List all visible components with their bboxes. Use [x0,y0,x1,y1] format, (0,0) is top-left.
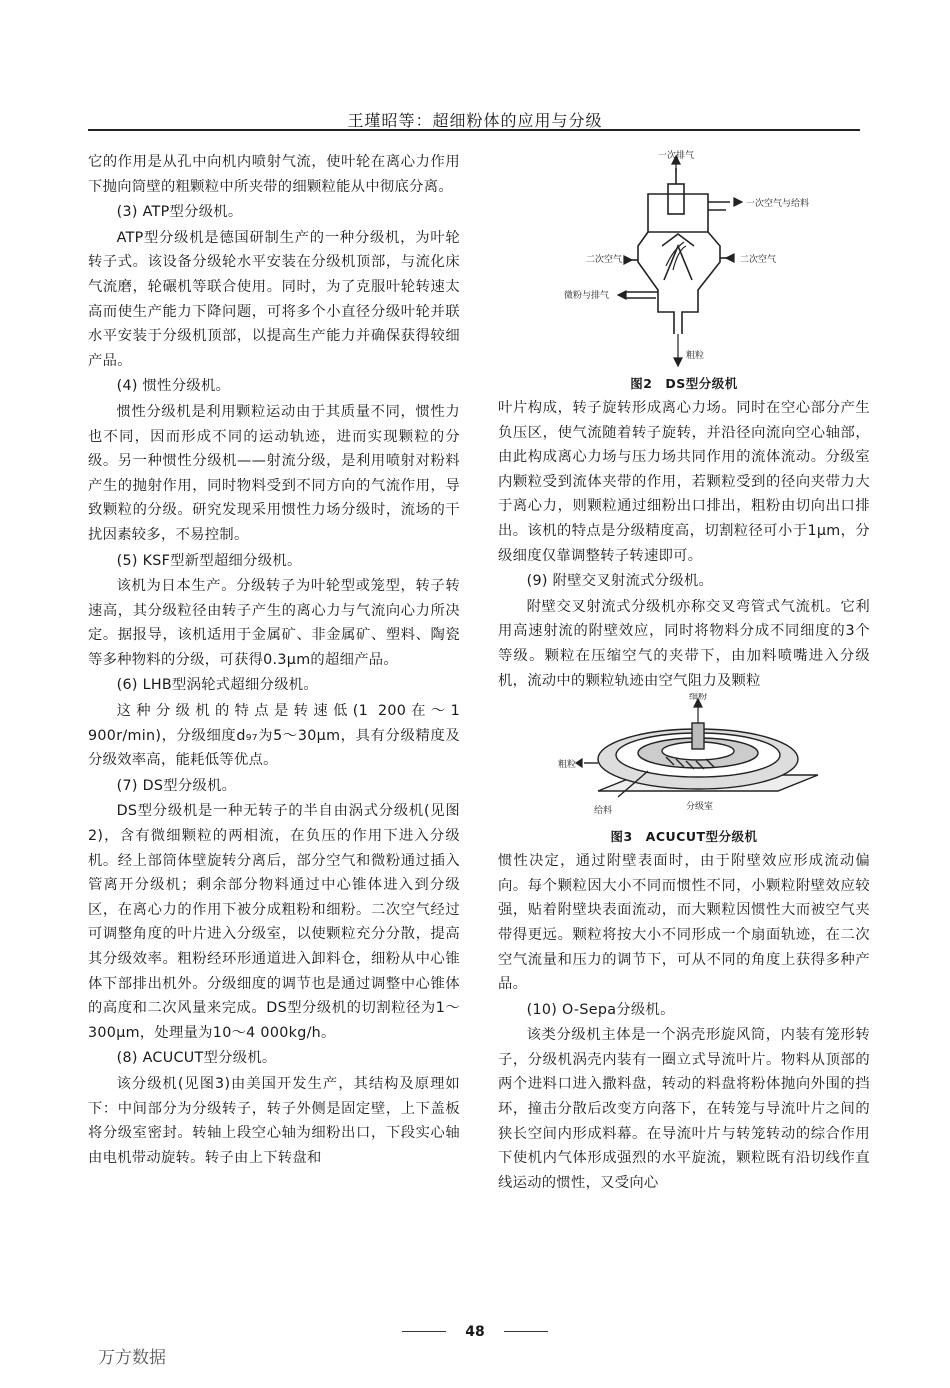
section-heading: (4) 惯性分级机。 [116,378,231,395]
paragraph: DS型分级机是一种无转子的半自由涡式分级机(见图2)，含有微细颗粒的两相流，在负压的作用下进入分级机。经上部筒体壁旋转分离后，部分空气和微粉通过插入管离开分级机；剩余部分物料通过中心锥体进入到分级区，在离心力的作用下被分成粗粉和细粉。二次空气经过可调整角度的叶片进入分级室，以使颗粒充分分散，提高其分级效率。粗粉经环形通道进入卸料仓，细粉从中心锥体下部排出机外。分级细度的调节也是通过调整中心锥体的高度和二次风量来完成。DS型分级机的切割粒径为1～300μm，处理量为10～4 000kg/h。 [88,803,460,1041]
fig2-label-top: 一次排气 [657,151,695,161]
section-heading: (9) 附壁交叉射流式分级机。 [526,573,714,590]
paragraph: 它的作用是从孔中向机内喷射气流，使叶轮在离心力作用下抛向筒壁的粗颗粒中所夹带的细颗粒能从中彻底分离。 [88,154,460,195]
footer-rule-left [402,1331,446,1332]
section-heading: (7) DS型分级机。 [116,777,237,794]
fig2-label-coarse: 粗粒 [686,351,705,361]
fig2-label-secondary-air-left: 二次空气 [586,255,623,265]
figure-3 [498,693,870,845]
paragraph: ATP型分级机是德国研制生产的一种分级机，为叶轮转子式。该设备分级轮水平安装在分级机顶部，与流化床气流磨，轮碾机等联合使用。同时，为了克服叶轮转速太高而使生产能力下降问题，可将多个小直径分级叶轮并联水平安装于分级机顶部，以提高生产能力并确保获得较细产品。 [88,229,460,369]
right-column [498,150,870,1195]
section-heading: (3) ATP型分级机。 [116,204,243,221]
section-heading: (5) KSF型新型超细分级机。 [116,552,302,569]
ds-classifier-diagram [498,150,870,372]
paragraph: 惯性决定，通过附壁表面时，由于附壁效应形成流动偏向。每个颗粒因大小不同而惯性不同，小颗粒附壁效应较强，贴着附壁块表面流动，而大颗粒因惯性大而被空气夹带得更远。颗粒将按大小不同形成一个扇面轨迹，在二次空气流量和压力的调节下，可从不同的角度上获得多种产品。 [498,853,870,993]
fig3-label-chamber: 分级室 [686,802,714,813]
acucut-classifier-diagram [498,693,870,825]
paragraph: 该分级机(见图3)由美国开发生产，其结构及原理如下：中间部分为分级转子，转子外侧是固定壁，上下盖板将分级室密封。转轴上段空心轴为细粉出口，下段实心轴由电机带动旋转。转子由上下转盘和 [88,1075,460,1166]
fig2-label-fines: 微粉与排气 [564,291,610,301]
fig3-label-feed: 给料 [594,806,613,817]
paragraph: 该类分级机主体是一个涡壳形旋风筒，内装有笼形转子，分级机涡壳内装有一圈立式导流叶片。物料从顶部的两个进料口进入撒料盘，转动的料盘将粉体抛向外围的挡环，撞击分散后改变方向落下，在转笼与导流叶片之间的狭长空间内形成料幕。在导流叶片与转笼转动的综合作用下使机内气体形成强烈的水平旋流，颗粒既有沿切线作直线运动的惯性，又受向心 [498,1027,870,1191]
running-header: 王瑾昭等：超细粉体的应用与分级 [347,111,603,130]
paragraph: 该机为日本生产。分级转子为叶轮型或笼型，转子转速高，其分级粒径由转子产生的离心力与气流向心力所决定。据报导，该机适用于金属矿、非金属矿、塑料、陶瓷等多种物料的分级，可获得0.3μm的超细产品。 [88,578,460,668]
paragraph: 叶片构成，转子旋转形成离心力场。同时在空心部分产生负压区，使气流随着转子旋转，并沿径向流向空心轴部，由此构成离心力场与压力场共同作用的流体流动。分级室内颗粒受到流体夹带的作用，若颗粒受到的径向夹带力大于离心力，则颗粒通过细粉出口排出，粗粉由切向出口排出。该机的特点是分级精度高，切割粒径可小于1μm，分级细度仅靠调整转子转速即可。 [498,400,870,564]
paragraph: 附壁交叉射流式分级机亦称交叉弯管式气流机。它利用高速射流的附壁效应，同时将物料分成不同细度的3个等级。颗粒在压缩空气的夹带下，由加料喷嘴进入分级机，流动中的颗粒轨迹由空气阻力及颗粒 [498,598,870,689]
fig2-label-feed: 一次空气与给料 [746,199,810,209]
section-heading: (6) LHB型涡轮式超细分级机。 [116,677,318,694]
page-footer [0,1321,950,1340]
page-number: 48 [465,1324,485,1340]
figure-2-caption: 图2 DS型分级机 [630,376,738,391]
paragraph: 这种分级机的特点是转速低(1 200在～1 900r/min)，分级细度d₉₇为5～30μm，具有分级精度及分级效率高，能耗低等优点。 [88,703,460,769]
footer-rule-right [504,1331,548,1332]
section-heading: (8) ACUCUT型分级机。 [116,1050,277,1067]
left-column [88,150,460,1170]
figure-3-caption: 图3 ACUCUT型分级机 [610,829,758,845]
fig2-label-secondary-air-right: 二次空气 [740,255,777,265]
header-rule [88,129,860,131]
watermark: 万方数据 [98,1348,166,1368]
paragraph: 惯性分级机是利用颗粒运动由于其质量不同，惯性力也不同，因而形成不同的运动轨迹，进而实现颗粒的分级。另一种惯性分级机——射流分级，是利用喷射对粉料产生的抛射作用，同时物料受到不同方向的气流作用，导致颗粒的分级。研究发现采用惯性力场分级时，流场的干扰因素较多，不易控制。 [88,403,460,543]
section-heading: (10) O-Sepa分级机。 [526,1001,675,1018]
fig3-label-fines: 细粉 [688,693,708,703]
figure-2 [498,150,870,392]
fig3-label-coarse: 粗粒 [558,760,577,771]
